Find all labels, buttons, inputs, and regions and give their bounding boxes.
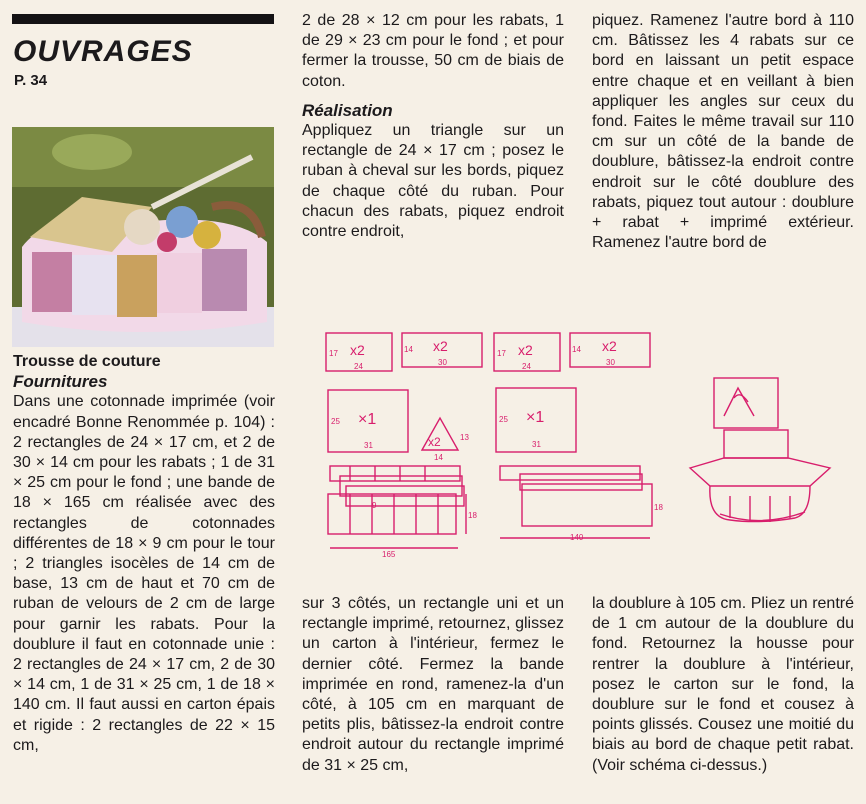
supplies-text-continued: 2 de 28 × 12 cm pour les rabats, 1 de 29 × 23 cm pour le fond ; et pour fermer la trousse, 50 cm de biais de coton. <box>302 12 564 90</box>
triangle-base: 14 <box>434 453 443 462</box>
flap-4-height: 14 <box>572 345 581 354</box>
instructions-text-3: sur 3 côtés, un rectangle uni et un rectangle imprimé, retournez, glissez un carton à l'intérieur, fermez le dernier côté. Fermez la bande imprimée en rond, ramenez-la d'un côté, à 105 cm en marquant de petits plis, bâtissez-la endroit contre endroit autour du rectangle imprimé de 31 × 25 cm, <box>302 595 564 774</box>
base-1-height: 25 <box>331 417 340 426</box>
flap-4-qty: x2 <box>602 338 617 354</box>
base-1-qty: ×1 <box>358 411 377 428</box>
triangle-qty: x2 <box>428 435 441 449</box>
section-title: OUVRAGES <box>13 35 193 68</box>
base-1-width: 31 <box>364 441 373 450</box>
band-height: 18 <box>468 511 477 520</box>
flap-2-height: 14 <box>404 345 413 354</box>
article-heading: Trousse de couture <box>13 353 161 370</box>
column-1 <box>13 352 275 756</box>
instructions-text-1: Appliquez un triangle sur un rectangle de 24 × 17 cm ; posez le ruban à cheval sur les bords, piquez de chaque côté du ruban. Pour chacun des rabats, piquez endroit contre endroit, <box>302 122 564 241</box>
base-2-width: 31 <box>532 440 541 449</box>
supplies-subheading: Fournitures <box>13 372 108 392</box>
band-length: 165 <box>382 550 396 559</box>
instructions-text-2: piquez. Ramenez l'autre bord à 110 cm. Bâtissez les 4 rabats sur ce bord en laissant un petit espace entre chaque et en veillant à bien appliquer les angles sur ceux du fond. Faites le même travail sur 110 cm sur un côté de la bande de doublure, bâtissez-la endroit contre endroit sur le côté doublure des rabats, piquez tout autour : doublure + rabat + imprimé extérieur. Ramenez l'autre bord de <box>592 12 854 252</box>
flap-2-width: 30 <box>438 358 447 367</box>
pattern-diagram <box>310 318 860 580</box>
flap-3-qty: x2 <box>518 342 533 358</box>
base-2-qty: ×1 <box>526 409 545 426</box>
column-3-top <box>592 11 854 253</box>
supplies-text: Dans une cotonnade imprimée (voir encadré Bonne Renommée p. 104) : 2 rectangles de 24 × 17 cm, et 2 de 30 × 14 cm pour les rabats ; 1 de 31 × 25 cm pour le fond ; une bande de 18 × 165 cm réalisée avec des rectangles de cotonnades différentes de 18 × 9 cm pour le tour ; 2 triangles isocèles de 14 cm de base, 13 cm de haut et 70 cm de ruban de velours de 2 cm de large pour garnir les rabats. Pour la doublure il faut en cotonnade unie : 2 rectangles de 24 × 17 cm, 2 de 30 × 14 cm, 1 de 31 × 25 cm, 1 de 18 × 140 cm. Il faut aussi en carton épais et rigide : 2 rectangles de 22 × 15 cm, <box>13 393 275 754</box>
instructions-subheading: Réalisation <box>302 100 393 120</box>
column-2-top <box>302 11 564 242</box>
page-reference: P. 34 <box>14 72 48 89</box>
flap-2-qty: x2 <box>433 338 448 354</box>
instructions-text-4: la doublure à 105 cm. Pliez un rentré de 1 cm autour de la doublure du fond. Retournez la housse pour rentrer la doublure à l'intérieur, posez le carton sur le fond, la doublure sur le fond et cousez à points glissés. Cousez une moitié du biais au bord de chaque petit rabat. (Voir schéma ci-dessus.) <box>592 595 854 774</box>
triangle-height: 13 <box>460 433 469 442</box>
flap-1-qty: x2 <box>350 342 365 358</box>
flap-1-height: 17 <box>329 349 338 358</box>
base-2-height: 25 <box>499 415 508 424</box>
flap-3-height: 17 <box>497 349 506 358</box>
assembled-kit-drawing <box>690 378 830 522</box>
flap-4-width: 30 <box>606 358 615 367</box>
sewing-kit-photo <box>12 127 274 347</box>
band-segment-width: 9 <box>372 501 377 510</box>
column-3-bottom <box>592 594 854 776</box>
flap-1-width: 24 <box>354 362 363 371</box>
lining-band-height: 18 <box>654 503 663 512</box>
flap-3-width: 24 <box>522 362 531 371</box>
lining-band <box>500 466 652 538</box>
lining-band-length: 140 <box>570 533 584 542</box>
column-2-bottom <box>302 594 564 776</box>
header-rule <box>12 14 274 24</box>
patchwork-band <box>328 466 466 548</box>
